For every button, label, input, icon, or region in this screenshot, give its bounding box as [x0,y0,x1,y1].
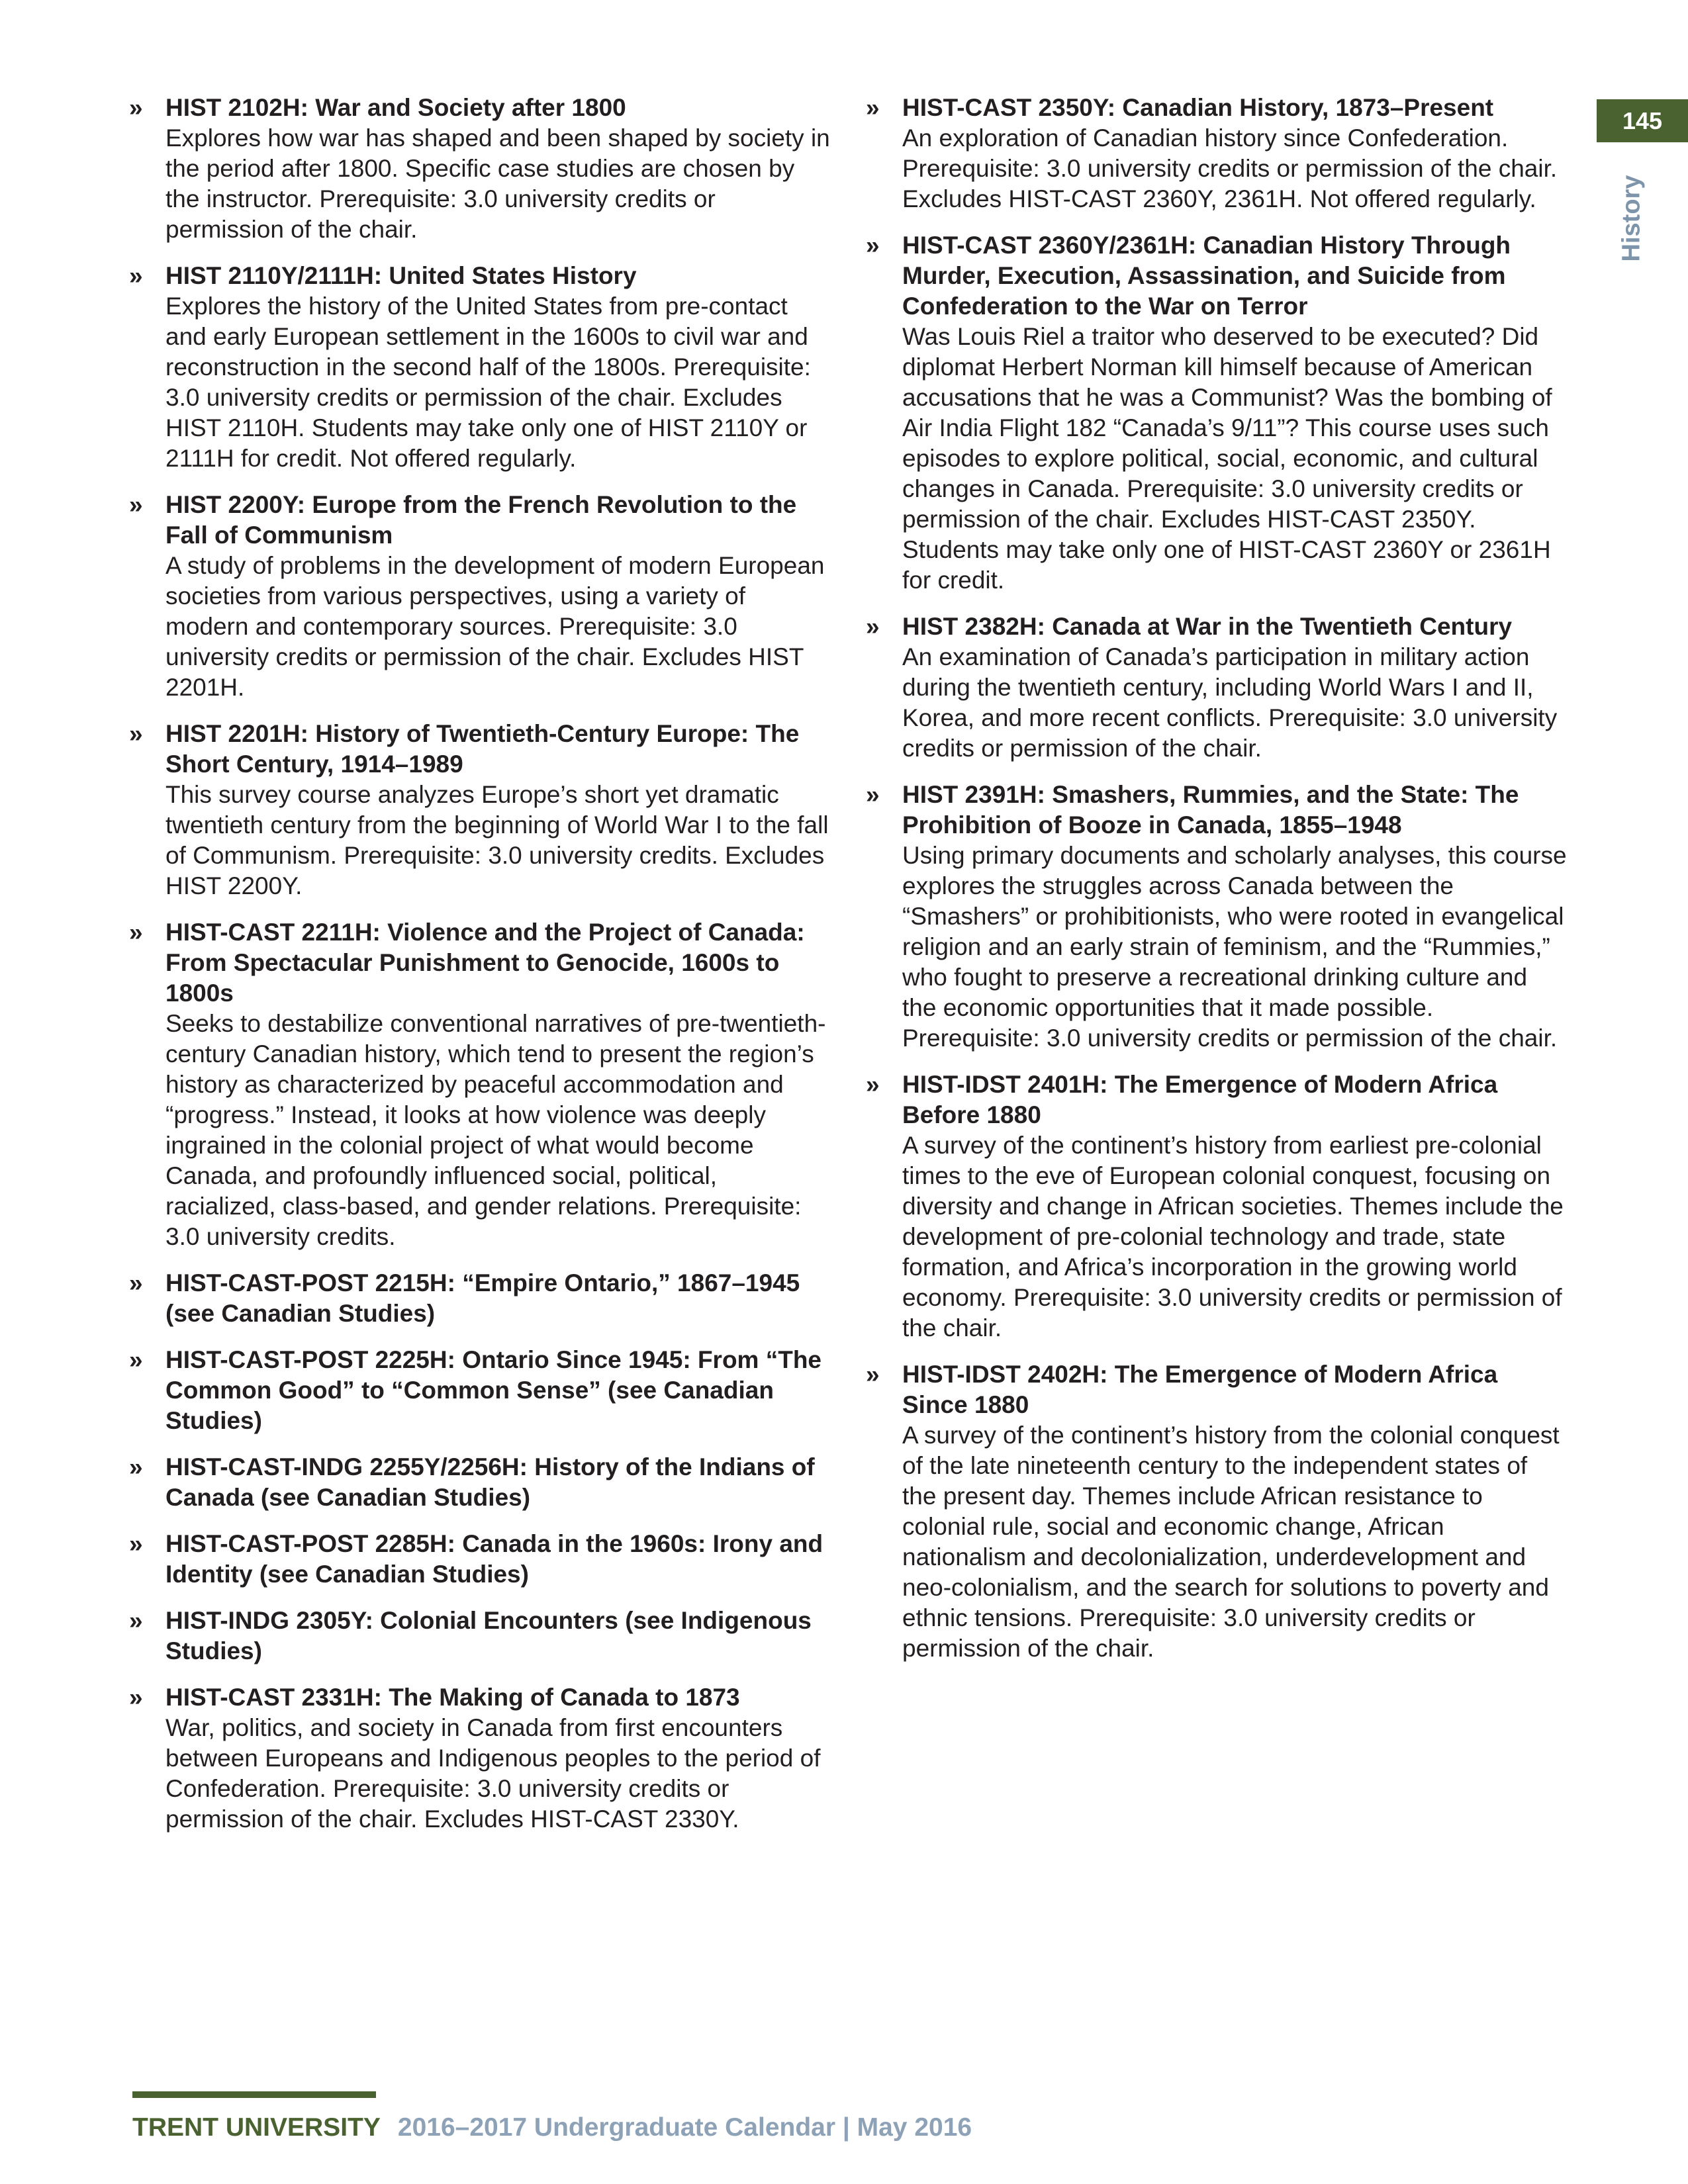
footer [132,2111,972,2144]
course-title: HIST-CAST 2331H: The Making of Canada to 1873 [165,1684,740,1711]
bullet-icon: » [129,1684,143,1711]
right-column [866,93,1568,1680]
course-title: HIST-CAST 2360Y/2361H: Canadian History Through Murder, Execution, Assassination, and Suicide from Confederation to the War on Terror [902,232,1511,320]
course-entry [129,1268,831,1329]
course-entry [866,1069,1568,1343]
course-entry [129,1682,831,1835]
course-title: HIST 2201H: History of Twentieth-Century Europe: The Short Century, 1914–1989 [165,720,800,778]
course-description: A survey of the continent’s history from earliest pre-colonial times to the eve of European colonial conquest, focusing on diversity and change in African societies. Themes include the development of pre-colonial technology and trade, state formation, and Africa’s incorporation in the growing world economy. Prerequisite: 3.0 university credits or permission of the chair. [902,1132,1564,1342]
course-title: HIST 2102H: War and Society after 1800 [165,94,626,121]
course-entry [129,490,831,703]
footer-institution: TRENT UNIVERSITY [132,2113,381,2142]
bullet-icon: » [129,94,143,121]
course-description: An examination of Canada’s participation in military action during the twentieth century, including World Wars I and II, Korea, and more recent conflicts. Prerequisite: 3.0 university credits or permission of the chair. [902,643,1558,762]
course-title: HIST 2110Y/2111H: United States History [165,262,637,289]
course-title: HIST 2200Y: Europe from the French Revolution to the Fall of Communism [165,491,797,549]
course-entry [866,230,1568,596]
course-description: An exploration of Canadian history since Confederation. Prerequisite: 3.0 university credits or permission of the chair. Excludes HIST-CAST 2360Y, 2361H. Not offered regularly. [902,124,1558,212]
page-number: 145 [1597,99,1688,142]
course-entry [129,261,831,474]
course-description: Was Louis Riel a traitor who deserved to be executed? Did diplomat Herbert Norman kill himself because of American accusations that he was a Communist? Was the bombing of Air India Flight 182 “Canada’s 9/11”? This course uses such episodes to explore political, social, economic, and cultural changes in Canada. Prerequisite: 3.0 university credits or permission of the chair. Excludes HIST-CAST 2350Y. Students may take only one of HIST-CAST 2360Y or 2361H for credit. [902,323,1552,594]
bullet-icon: » [866,613,880,640]
bullet-icon: » [129,1530,143,1557]
course-title: HIST-CAST-POST 2225H: Ontario Since 1945: From “The Common Good” to “Common Sense” (see Canadian Studies) [165,1346,822,1434]
course-description: Explores the history of the United States from pre-contact and early European settlement in the 1600s to civil war and reconstruction in the second half of the 1800s. Prerequisite: 3.0 university credits or permission of the chair. Excludes HIST 2110H. Students may take only one of HIST 2110Y or 2111H for credit. Not offered regularly. [165,293,811,472]
footer-rule [132,2091,376,2098]
course-entry [866,780,1568,1054]
course-entry [129,1606,831,1666]
course-entry [129,1452,831,1513]
course-title: HIST-CAST 2211H: Violence and the Project of Canada: From Spectacular Punishment to Genocide, 1600s to 1800s [165,919,805,1007]
bullet-icon: » [129,1269,143,1297]
bullet-icon: » [129,919,143,946]
bullet-icon: » [129,1346,143,1373]
left-column [129,93,831,1850]
course-description: Seeks to destabilize conventional narratives of pre-twentieth-century Canadian history, which tend to present the region’s history as characterized by peaceful accommodation and “progress.” Instead, it looks at how violence was deeply ingrained in the colonial project of what would become Canada, and profoundly influenced social, political, racialized, class-based, and gender relations. Prerequisite: 3.0 university credits. [165,1010,826,1250]
section-label: History [1617,175,1646,262]
course-entry [129,917,831,1252]
bullet-icon: » [129,491,143,518]
course-title: HIST-IDST 2402H: The Emergence of Modern Africa Since 1880 [902,1361,1498,1418]
course-title: HIST 2382H: Canada at War in the Twentieth Century [902,613,1513,640]
bullet-icon: » [129,1453,143,1480]
bullet-icon: » [129,720,143,747]
course-description: This survey course analyzes Europe’s short yet dramatic twentieth century from the beginning of World War I to the fall of Communism. Prerequisite: 3.0 university credits. Excludes HIST 2200Y. [165,781,829,899]
footer-calendar: 2016–2017 Undergraduate Calendar | May 2016 [397,2113,972,2142]
course-entry [129,1529,831,1590]
bullet-icon: » [866,1361,880,1388]
course-title: HIST-INDG 2305Y: Colonial Encounters (see Indigenous Studies) [165,1607,812,1664]
course-entry [866,612,1568,764]
course-title: HIST-CAST-POST 2215H: “Empire Ontario,” 1867–1945 (see Canadian Studies) [165,1269,800,1327]
course-entry [129,93,831,245]
course-entry [129,719,831,901]
bullet-icon: » [866,232,880,259]
bullet-icon: » [866,781,880,808]
bullet-icon: » [866,94,880,121]
course-description: A study of problems in the development of modern European societies from various perspectives, using a variety of modern and contemporary sources. Prerequisite: 3.0 university credits or permission of the chair. Excludes HIST 2201H. [165,552,825,701]
course-description: Using primary documents and scholarly analyses, this course explores the struggles across Canada between the “Smashers” or prohibitionists, who were rooted in evangelical religion and an early strain of feminism, and the “Rummies,” who fought to preserve a recreational drinking culture and the economic opportunities that it made possible. Prerequisite: 3.0 university credits or permission of the chair. [902,842,1567,1052]
course-entry [129,1345,831,1436]
course-description: A survey of the continent’s history from the colonial conquest of the late nineteenth century to the independent states of the present day. Themes include African resistance to colonial rule, social and economic change, African nationalism and decolonialization, underdevelopment and neo-colonialism, and the search for solutions to poverty and ethnic tensions. Prerequisite: 3.0 university credits or permission of the chair. [902,1422,1560,1662]
bullet-icon: » [866,1071,880,1098]
bullet-icon: » [129,1607,143,1634]
course-title: HIST-CAST 2350Y: Canadian History, 1873–Present [902,94,1494,121]
bullet-icon: » [129,262,143,289]
course-description: Explores how war has shaped and been shaped by society in the period after 1800. Specific case studies are chosen by the instructor. Prerequisite: 3.0 university credits or permission of the chair. [165,124,830,243]
course-title: HIST-IDST 2401H: The Emergence of Modern Africa Before 1880 [902,1071,1498,1128]
course-entry [866,93,1568,214]
course-title: HIST 2391H: Smashers, Rummies, and the State: The Prohibition of Booze in Canada, 1855–1948 [902,781,1519,839]
course-title: HIST-CAST-INDG 2255Y/2256H: History of the Indians of Canada (see Canadian Studies) [165,1453,815,1511]
course-description: War, politics, and society in Canada from first encounters between Europeans and Indigenous peoples to the period of Confederation. Prerequisite: 3.0 university credits or permission of the chair. Excludes HIST-CAST 2330Y. [165,1714,821,1833]
course-title: HIST-CAST-POST 2285H: Canada in the 1960s: Irony and Identity (see Canadian Studies) [165,1530,823,1588]
course-entry [866,1359,1568,1664]
